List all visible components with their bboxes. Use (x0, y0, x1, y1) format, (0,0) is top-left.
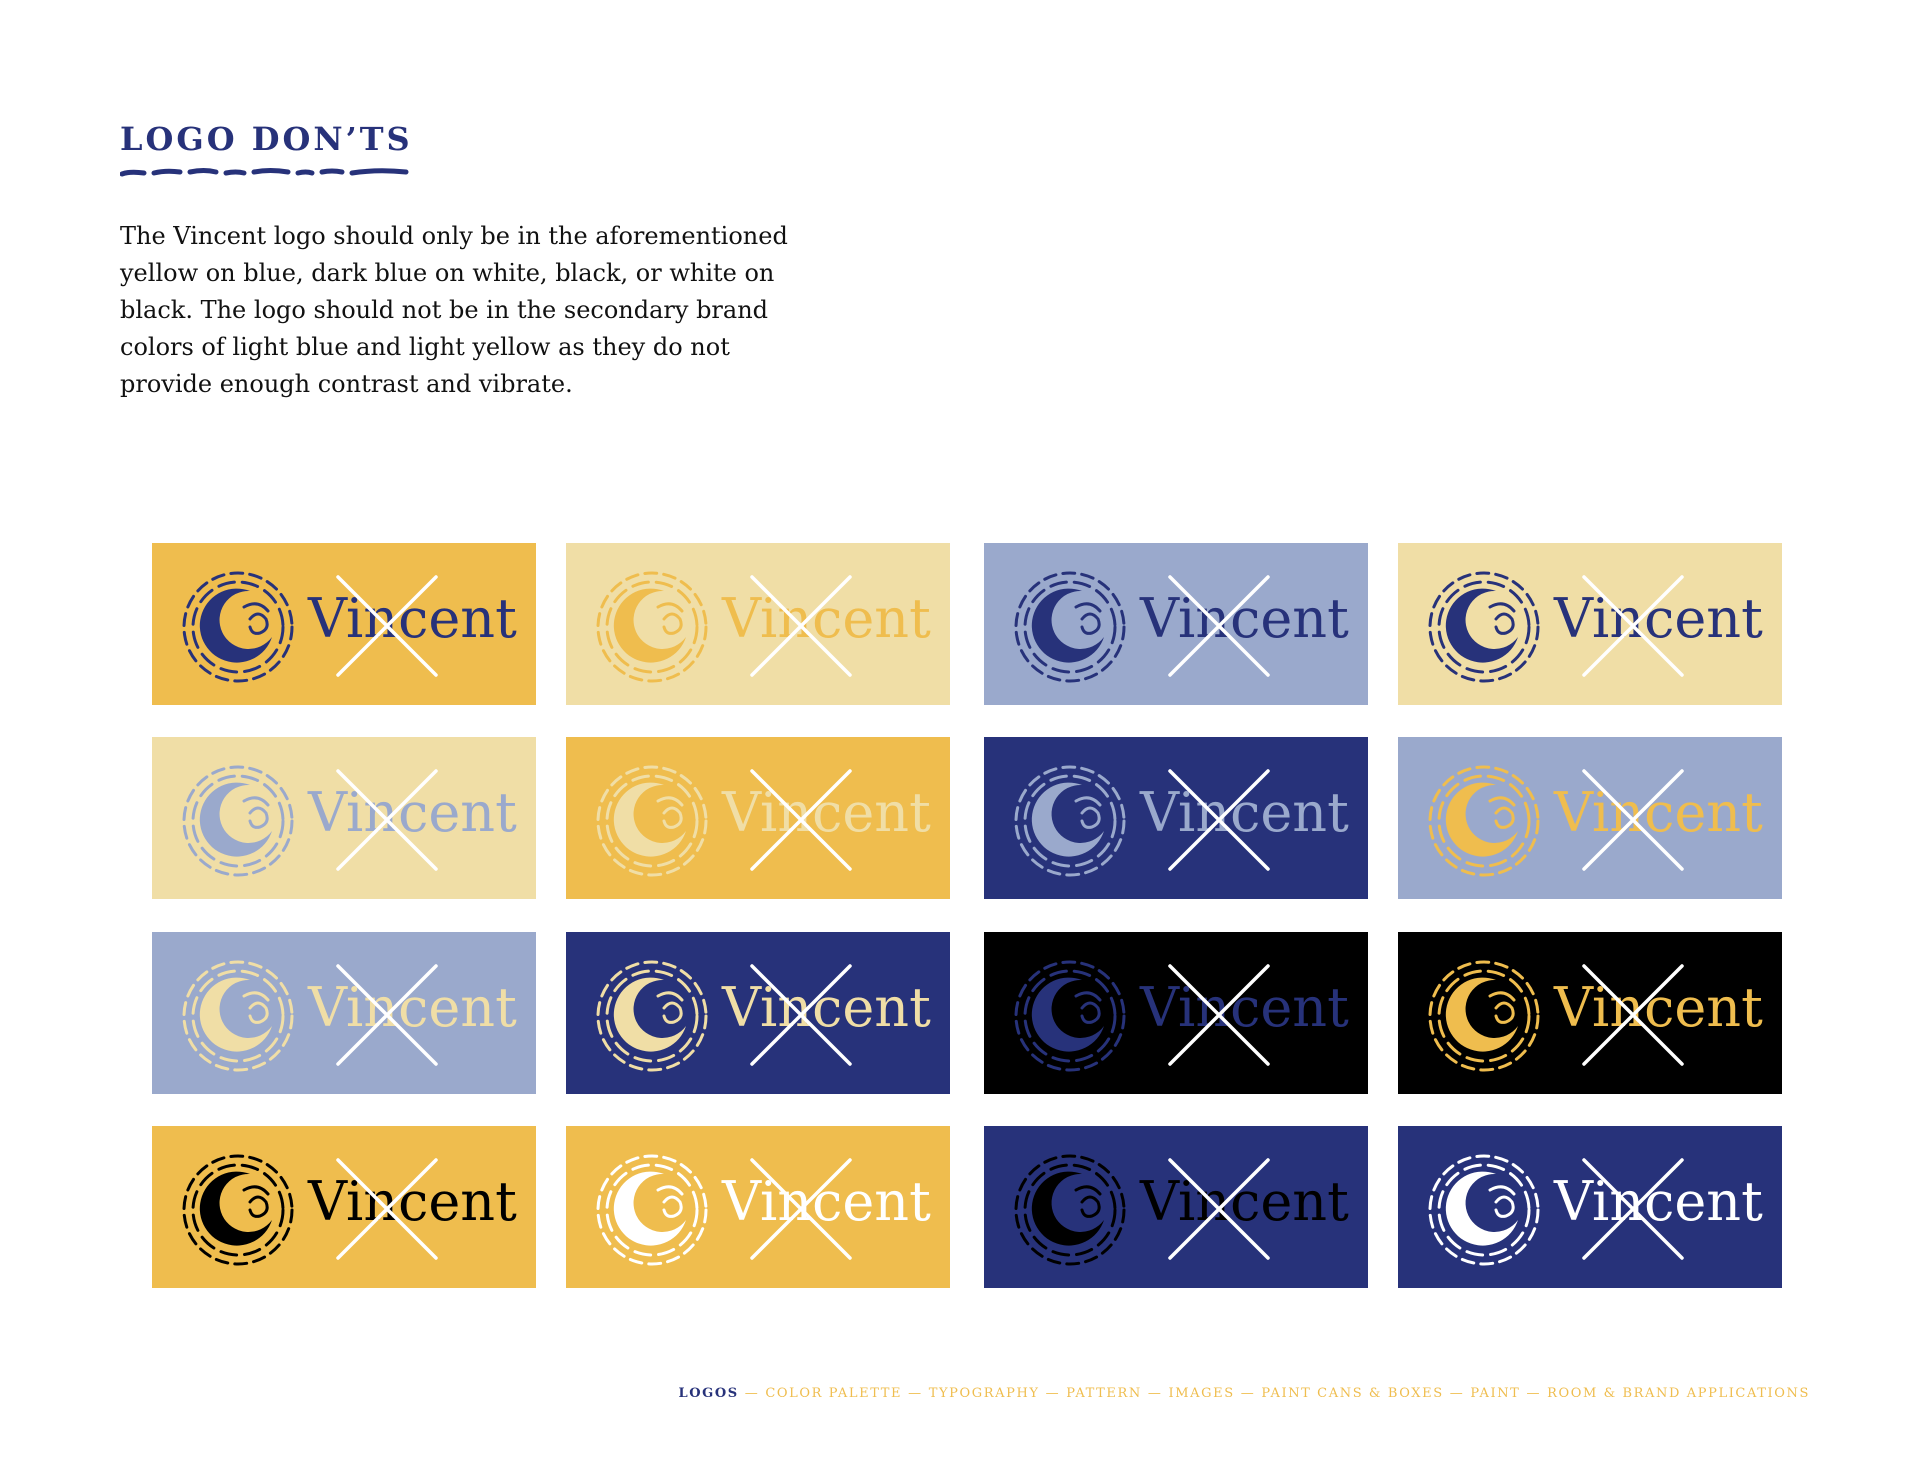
logo-dont-tile (984, 932, 1368, 1094)
x-mark-icon (1582, 964, 1684, 1066)
footer-nav-item-paint[interactable]: PAINT (1470, 1386, 1521, 1401)
moon-swirl-icon (1012, 569, 1128, 685)
footer-separator: — (1147, 1386, 1163, 1401)
x-mark-icon (1582, 575, 1684, 677)
logo-dont-tile (1398, 1126, 1782, 1288)
logo-wordmark: Vincent (722, 587, 931, 650)
logo-dont-tile (152, 543, 536, 705)
logo-wordmark: Vincent (722, 781, 931, 844)
logo-wordmark: Vincent (1554, 587, 1763, 650)
x-mark-icon (336, 1158, 438, 1260)
footer-separator: — (1240, 1386, 1256, 1401)
footer-separator: — (744, 1386, 760, 1401)
logo-wordmark: Vincent (1554, 781, 1763, 844)
description-paragraph: The Vincent logo should only be in the aforementioned yellow on blue, dark blue on white, black, or white on black. The logo should not be in the secondary brand colors of light blue and light yellow as they do not provide enough contrast and vibrate. (120, 222, 788, 398)
x-mark-icon (750, 964, 852, 1066)
moon-swirl-icon (1426, 958, 1542, 1074)
x-mark-icon (336, 575, 438, 677)
moon-swirl-icon (1426, 1152, 1542, 1268)
logo-wordmark: Vincent (1140, 587, 1349, 650)
logo-dont-tile (566, 543, 950, 705)
footer-nav-item-pattern[interactable]: PATTERN (1066, 1386, 1142, 1401)
moon-swirl-icon (1012, 958, 1128, 1074)
logo-dont-tile (984, 1126, 1368, 1288)
footer-separator: — (1526, 1386, 1542, 1401)
footer-nav-item-logos[interactable]: LOGOS (678, 1386, 739, 1401)
logo-wordmark: Vincent (1140, 781, 1349, 844)
logo-dont-tile (152, 737, 536, 899)
logo-wordmark: Vincent (308, 781, 517, 844)
logo-wordmark: Vincent (308, 1170, 517, 1233)
logo-dont-tile (566, 1126, 950, 1288)
logo-dont-tile (984, 737, 1368, 899)
logo-wordmark: Vincent (1140, 976, 1349, 1039)
moon-swirl-icon (1012, 763, 1128, 879)
logo-wordmark: Vincent (1140, 1170, 1349, 1233)
moon-swirl-icon (180, 763, 296, 879)
moon-swirl-icon (180, 1152, 296, 1268)
logo-dont-tile (152, 932, 536, 1094)
moon-swirl-icon (180, 958, 296, 1074)
logo-dont-tile (566, 932, 950, 1094)
footer-nav-item-images[interactable]: IMAGES (1168, 1386, 1235, 1401)
logo-wordmark: Vincent (722, 976, 931, 1039)
moon-swirl-icon (594, 763, 710, 879)
logo-wordmark: Vincent (722, 1170, 931, 1233)
x-mark-icon (336, 964, 438, 1066)
logo-wordmark: Vincent (308, 976, 517, 1039)
footer-nav-item-room-brand-applications[interactable]: ROOM & BRAND APPLICATIONS (1547, 1386, 1810, 1401)
moon-swirl-icon (1012, 1152, 1128, 1268)
logo-wordmark: Vincent (1554, 976, 1763, 1039)
logo-dont-tile (1398, 932, 1782, 1094)
logo-dont-tile (1398, 543, 1782, 705)
x-mark-icon (1168, 575, 1270, 677)
x-mark-icon (750, 1158, 852, 1260)
footer-nav-item-color-palette[interactable]: COLOR PALETTE (765, 1386, 903, 1401)
logo-dont-tile (1398, 737, 1782, 899)
footer-nav-item-typography[interactable]: TYPOGRAPHY (928, 1386, 1040, 1401)
page-title: LOGO DON’TS (120, 120, 413, 158)
moon-swirl-icon (1426, 763, 1542, 879)
moon-swirl-icon (594, 958, 710, 1074)
logo-wordmark: Vincent (1554, 1170, 1763, 1233)
moon-swirl-icon (180, 569, 296, 685)
logo-dont-tile (152, 1126, 536, 1288)
footer-separator: — (1449, 1386, 1465, 1401)
x-mark-icon (1582, 769, 1684, 871)
x-mark-icon (336, 769, 438, 871)
moon-swirl-icon (594, 569, 710, 685)
footer-separator: — (1045, 1386, 1061, 1401)
footer-separator: — (908, 1386, 923, 1401)
moon-swirl-icon (1426, 569, 1542, 685)
logo-wordmark: Vincent (308, 587, 517, 650)
x-mark-icon (1168, 964, 1270, 1066)
x-mark-icon (750, 769, 852, 871)
footer-nav-item-paint-cans-boxes[interactable]: PAINT CANS & BOXES (1261, 1386, 1444, 1401)
x-mark-icon (1582, 1158, 1684, 1260)
x-mark-icon (1168, 769, 1270, 871)
x-mark-icon (750, 575, 852, 677)
logo-dont-tile (566, 737, 950, 899)
footer-section-nav (678, 1386, 1810, 1401)
logo-dont-tile (984, 543, 1368, 705)
x-mark-icon (1168, 1158, 1270, 1260)
moon-swirl-icon (594, 1152, 710, 1268)
